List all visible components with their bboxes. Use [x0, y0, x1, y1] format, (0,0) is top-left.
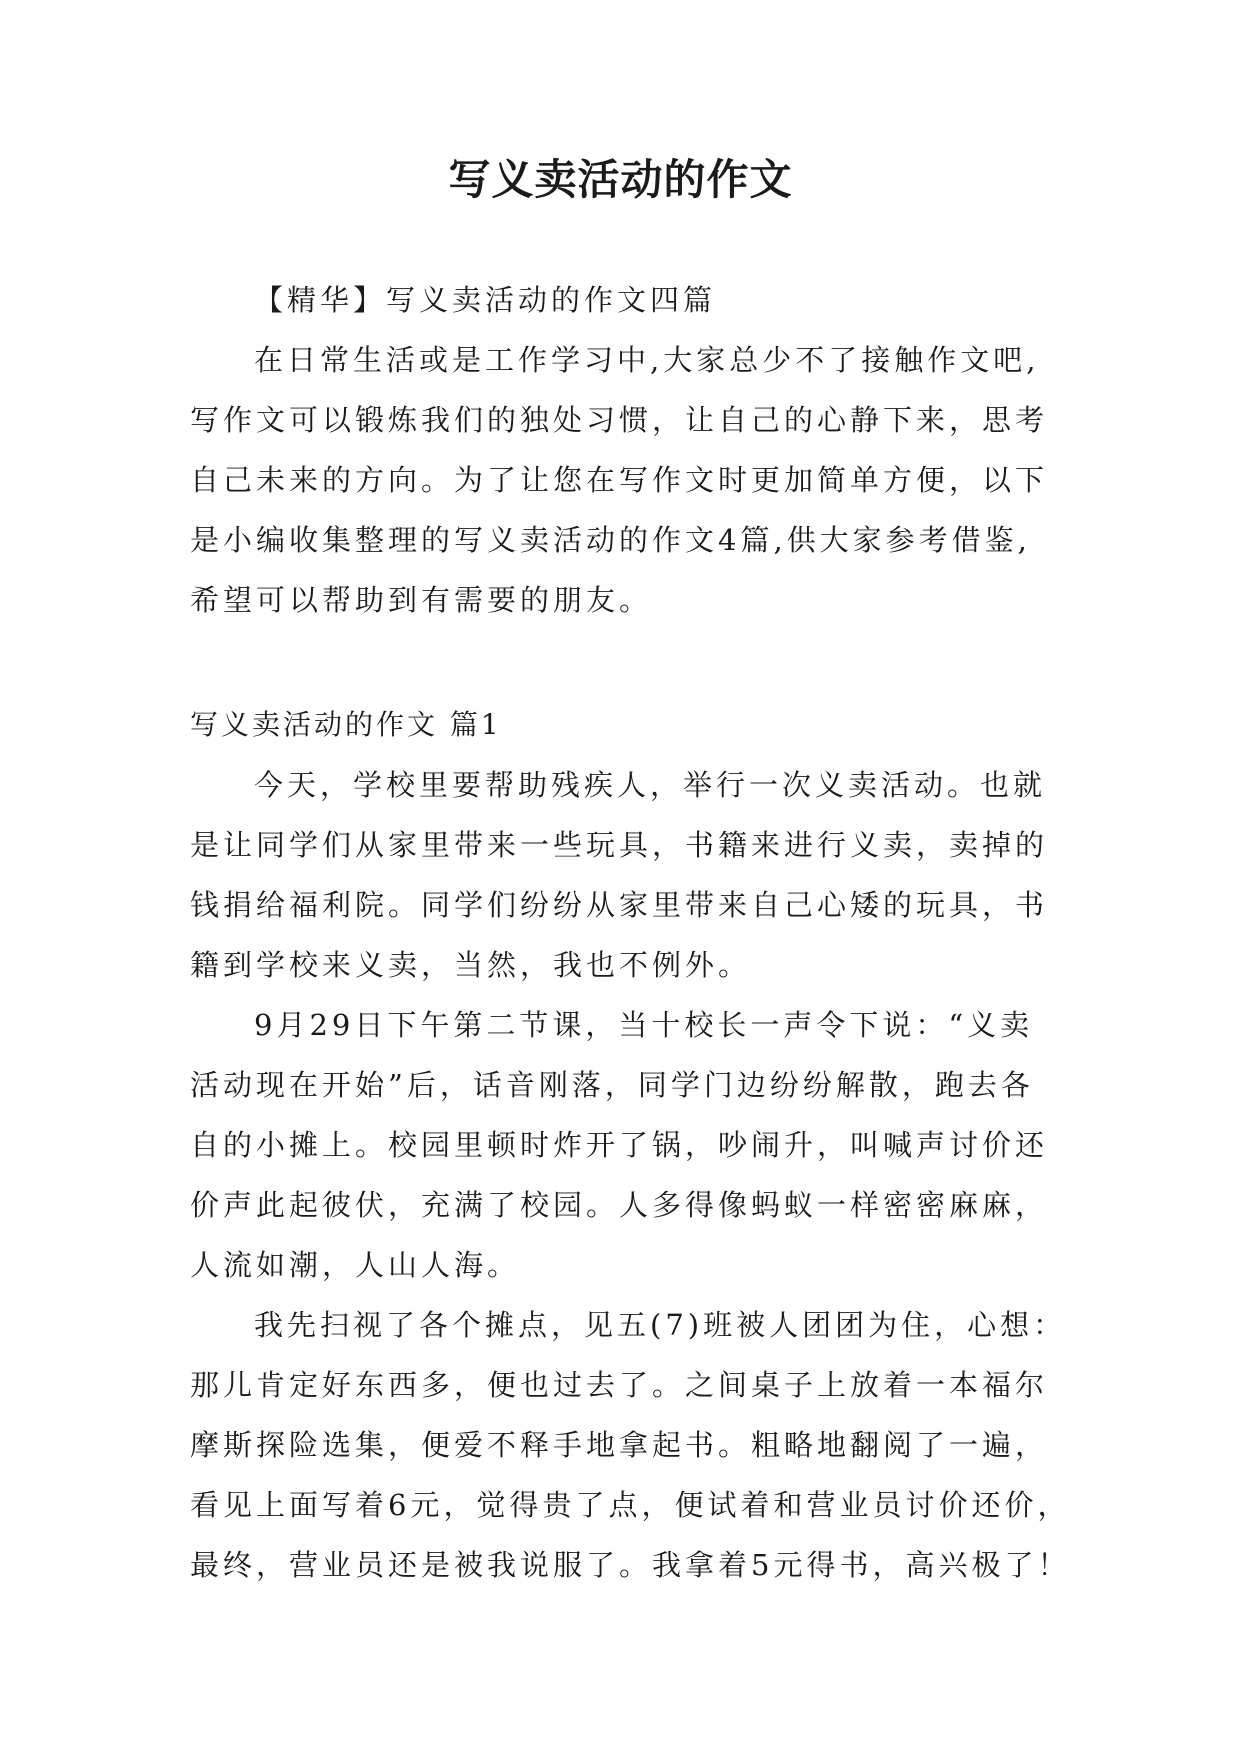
paragraph-line: 自的小摊上。校园里顿时炸开了锅，吵闹升，叫喊声讨价还 [190, 1128, 1049, 1162]
intro-line: 【精华】写义卖活动的作文四篇 [254, 283, 717, 317]
paragraph-line: 最终，营业员还是被我说服了。我拿着5元得书，高兴极了！ [190, 1548, 1071, 1582]
paragraph-line: 看见上面写着6元，觉得贵了点，便试着和营业员讨价还价， [190, 1488, 1071, 1522]
paragraph-line: 价声此起彼伏，充满了校园。人多得像蚂蚁一样密密麻麻， [190, 1188, 1049, 1222]
paragraph-line: 今天，学校里要帮助残疾人，举行一次义卖活动。也就 [254, 768, 1047, 802]
paragraph-line: 9月29日下午第二节课，当十校长一声令下说：“义卖 [254, 1008, 1034, 1042]
intro-line: 自己未来的方向。为了让您在写作文时更加简单方便，以下 [190, 463, 1049, 497]
intro-line: 写作文可以锻炼我们的独处习惯，让自己的心静下来，思考 [190, 403, 1049, 437]
paragraph-line: 活动现在开始”后，话音刚落，同学门边纷纷解散，跑去各 [190, 1068, 1034, 1102]
intro-line: 希望可以帮助到有需要的朋友。 [190, 583, 653, 617]
intro-section [190, 270, 1050, 630]
paragraph-line: 人流如潮，人山人海。 [190, 1248, 521, 1282]
paragraph-line: 是让同学们从家里带来一些玩具，书籍来进行义卖，卖掉的 [190, 828, 1049, 862]
paragraph-line: 籍到学校来义卖，当然，我也不例外。 [190, 948, 752, 982]
essay-section [190, 695, 1071, 1595]
paragraph-line: 摩斯探险选集，便爱不释手地拿起书。粗略地翻阅了一遍， [190, 1428, 1049, 1462]
document-title: 写义卖活动的作文 [448, 155, 793, 204]
intro-line: 是小编收集整理的写义卖活动的作文4篇,供大家参考借鉴, [190, 523, 1031, 557]
paragraph-line: 那儿肯定好东西多，便也过去了。之间桌子上放着一本福尔 [190, 1368, 1049, 1402]
paragraph-line: 钱捐给福利院。同学们纷纷从家里带来自己心矮的玩具，书 [190, 888, 1049, 922]
paragraph-line: 我先扫视了各个摊点，见五(7)班被人团团为住，心想： [254, 1308, 1067, 1342]
intro-line: 在日常生活或是工作学习中,大家总少不了接触作文吧, [254, 343, 1040, 377]
section-heading: 写义卖活动的作文 篇1 [190, 708, 502, 741]
